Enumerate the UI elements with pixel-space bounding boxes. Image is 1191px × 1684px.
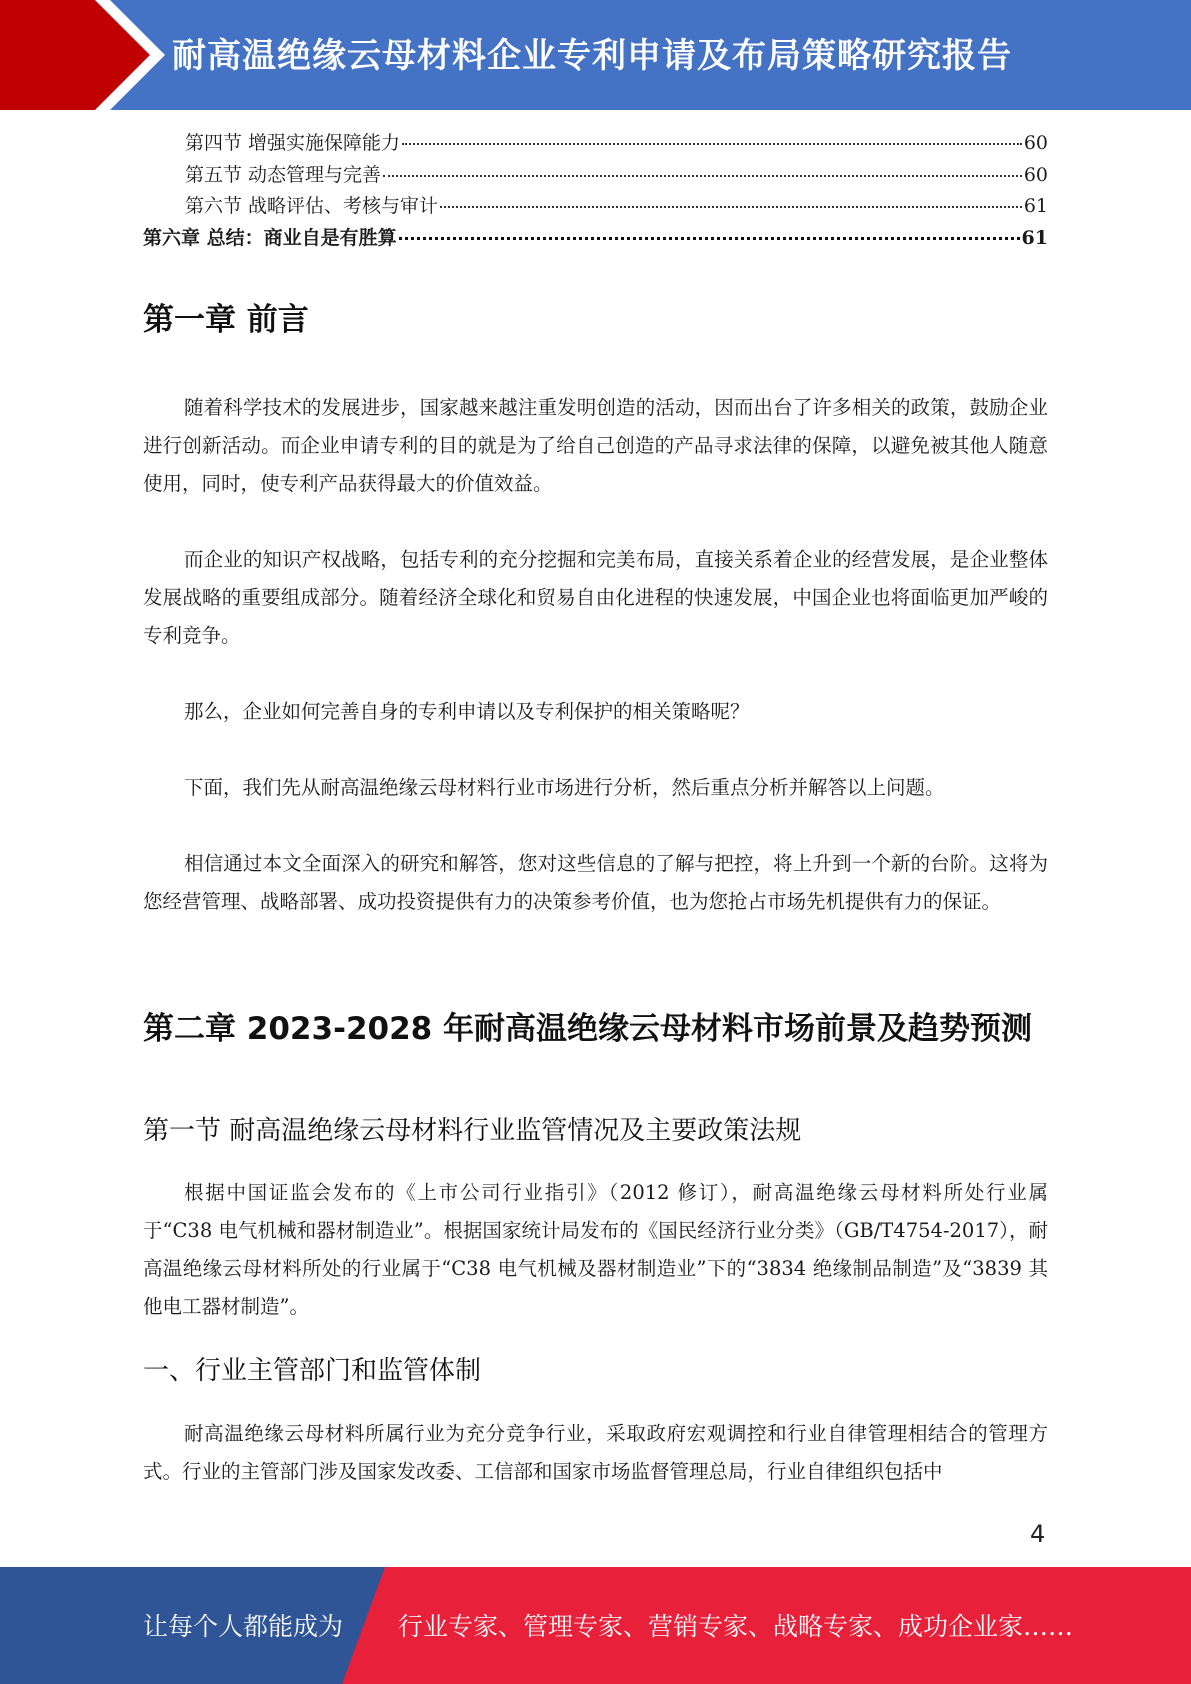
toc-entry-page: 61	[1023, 195, 1048, 217]
subsection-heading: 一、行业主管部门和监管体制	[143, 1356, 482, 1386]
section-heading: 第一节 耐高温绝缘云母材料行业监管情况及主要政策法规	[143, 1116, 802, 1146]
toc-entry-title: 第六章 总结：商业自是有胜算	[143, 226, 397, 249]
table-of-contents	[143, 128, 1048, 254]
toc-entry-title: 第四节 增强实施保障能力	[185, 132, 401, 154]
toc-entry-chapter[interactable]	[143, 223, 1048, 255]
body-paragraph: 耐高温绝缘云母材料所属行业为充分竞争行业，采取政府宏观调控和行业自律管理相结合的管理方式。行业的主管部门涉及国家发改委、工信部和国家市场监督管理总局，行业自律组织包括中	[143, 1422, 1048, 1483]
toc-entry[interactable]	[143, 128, 1048, 160]
toc-leader-dots	[402, 143, 1022, 145]
toc-entry[interactable]	[143, 160, 1048, 192]
body-paragraph: 下面，我们先从耐高温绝缘云母材料行业市场进行分析，然后重点分析并解答以上问题。	[184, 776, 945, 799]
report-title: 耐高温绝缘云母材料企业专利申请及布局策略研究报告	[172, 36, 1012, 76]
body-paragraph: 而企业的知识产权战略，包括专利的充分挖掘和完美布局，直接关系着企业的经营发展，是企业整体发展战略的重要组成部分。随着经济全球化和贸易自由化进程的快速发展，中国企业也将面临更加严峻的专利竞争。	[143, 548, 1048, 647]
chapter-heading: 第一章 前言	[143, 302, 309, 338]
toc-entry[interactable]	[143, 191, 1048, 223]
chapter-heading: 第二章 2023-2028 年耐高温绝缘云母材料市场前景及趋势预测	[143, 1011, 1033, 1047]
toc-entry-page: 61	[1021, 226, 1048, 249]
page-number: 4	[1030, 1520, 1046, 1548]
toc-entry-page: 60	[1023, 132, 1048, 154]
body-paragraph: 随着科学技术的发展进步，国家越来越注重发明创造的活动，因而出台了许多相关的政策，鼓励企业进行创新活动。而企业申请专利的目的就是为了给自己创造的产品寻求法律的保障，以避免被其他人随意使用，同时，使专利产品获得最大的价值效益。	[143, 396, 1048, 495]
header-banner	[0, 0, 1191, 110]
toc-leader-dots	[440, 206, 1022, 208]
body-paragraph: 根据中国证监会发布的《上市公司行业指引》（2012 修订），耐高温绝缘云母材料所处行业属于“C38 电气机械和器材制造业”。根据国家统计局发布的《国民经济行业分类》（GB/T4754-2017），耐高温绝缘云母材料所处的行业属于“C38 电气机械及器材制造业”下的“3834 绝缘制品制造”及“3839 其他电工器材制造”。	[143, 1181, 1048, 1318]
toc-leader-dots	[399, 237, 1020, 240]
toc-entry-title: 第五节 动态管理与完善	[185, 163, 382, 186]
footer-slogan-right: 行业专家、管理专家、营销专家、战略专家、成功企业家……	[398, 1612, 1074, 1641]
toc-leader-dots	[383, 175, 1022, 177]
body-paragraph: 相信通过本文全面深入的研究和解答，您对这些信息的了解与把控，将上升到一个新的台阶。这将为您经营管理、战略部署、成功投资提供有力的决策参考价值，也为您抢占市场先机提供有力的保证。	[143, 852, 1048, 913]
toc-entry-title: 第六节 战略评估、考核与审计	[185, 195, 439, 217]
footer-banner	[0, 1567, 1191, 1684]
toc-entry-page: 60	[1023, 163, 1048, 186]
body-paragraph: 那么，企业如何完善自身的专利申请以及专利保护的相关策略呢？	[184, 700, 750, 723]
footer-slogan-left: 让每个人都能成为	[143, 1612, 344, 1641]
